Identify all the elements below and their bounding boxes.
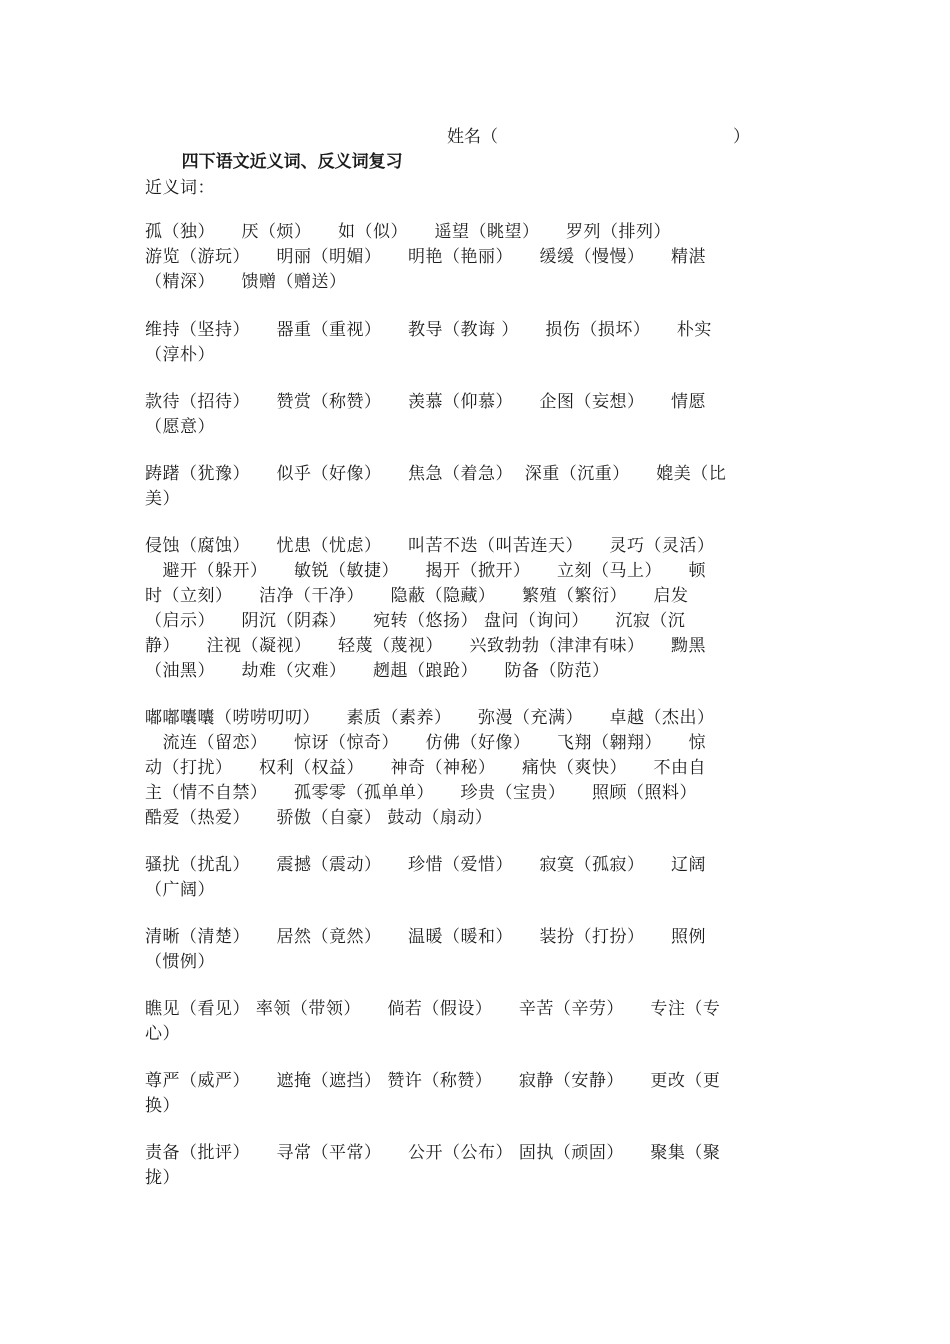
section-label: 近义词： <box>145 178 215 198</box>
word-line: 游览（游玩） 明丽（明媚） 明艳（艳丽） 缓缓（慢慢） 精湛 <box>145 247 706 267</box>
word-line: 拢） <box>145 1168 180 1188</box>
word-line: （广阔） <box>145 880 215 900</box>
word-line: 责备（批评） 寻常（平常） 公开（公布） 固执（顽固） 聚集（聚 <box>145 1143 721 1163</box>
name-field-label: 姓名（ <box>447 127 498 147</box>
word-line: 酷爱（热爱） 骄傲（自豪） 鼓动（扇动） <box>145 808 493 828</box>
word-line: 侵蚀（腐蚀） 忧患（忧虑） 叫苦不迭（叫苦连天） 灵巧（灵活） <box>145 536 715 556</box>
word-line: （启示） 阴沉（阴森） 宛转（悠扬） 盘问（询问） 沉寂（沉 <box>145 611 686 631</box>
word-line: （油黑） 劫难（灾难） 趔趄（踉跄） 防备（防范） <box>145 661 610 681</box>
word-line: 骚扰（扰乱） 震撼（震动） 珍惜（爱惜） 寂寞（孤寂） 辽阔 <box>145 855 706 875</box>
name-field-close: ） <box>733 127 750 147</box>
word-line: 时（立刻） 洁净（干净） 隐蔽（隐藏） 繁殖（繁衍） 启发 <box>145 586 689 606</box>
word-line: 美） <box>145 489 180 509</box>
word-line: 动（打扰） 权利（权益） 神奇（神秘） 痛快（爽快） 不由自 <box>145 758 706 778</box>
word-line: （惯例） <box>145 952 215 972</box>
word-line: 避开（躲开） 敏锐（敏捷） 揭开（掀开） 立刻（马上） 顿 <box>145 561 706 581</box>
word-line: 主（情不自禁） 孤零零（孤单单） 珍贵（宝贵） 照顾（照料） <box>145 783 697 803</box>
word-line: 尊严（威严） 遮掩（遮挡） 赞许（称赞） 寂静（安静） 更改（更 <box>145 1071 721 1091</box>
word-line: 换） <box>145 1096 180 1116</box>
word-line: （愿意） <box>145 417 215 437</box>
word-line: 踌躇（犹豫） 似乎（好像） 焦急（着急） 深重（沉重） 媲美（比 <box>145 464 727 484</box>
word-line: 维持（坚持） 器重（重视） 教导（教诲 ） 损伤（损坏） 朴实 <box>145 320 712 340</box>
word-line: 嘟嘟囔囔（唠唠叨叨） 素质（素养） 弥漫（充满） 卓越（杰出） <box>145 708 715 728</box>
word-line: 瞧见（看见） 率领（带领） 倘若（假设） 辛苦（辛劳） 专注（专 <box>145 999 721 1019</box>
word-line: 流连（留恋） 惊讶（惊奇） 仿佛（好像） 飞翔（翱翔） 惊 <box>145 733 706 753</box>
word-line: 款待（招待） 赞赏（称赞） 羡慕（仰慕） 企图（妄想） 情愿 <box>145 392 706 412</box>
word-line: 心） <box>145 1024 180 1044</box>
word-line: 静） 注视（凝视） 轻蔑（蔑视） 兴致勃勃（津津有味） 黝黑 <box>145 636 706 656</box>
word-line: （精深） 馈赠（赠送） <box>145 272 347 292</box>
page-title: 四下语文近义词、反义词复习 <box>181 152 403 172</box>
word-line: 孤（独） 厌（烦） 如（似） 遥望（眺望） 罗列（排列） <box>145 222 671 242</box>
word-line: 清晰（清楚） 居然（竟然） 温暖（暖和） 装扮（打扮） 照例 <box>145 927 706 947</box>
word-line: （淳朴） <box>145 345 215 365</box>
